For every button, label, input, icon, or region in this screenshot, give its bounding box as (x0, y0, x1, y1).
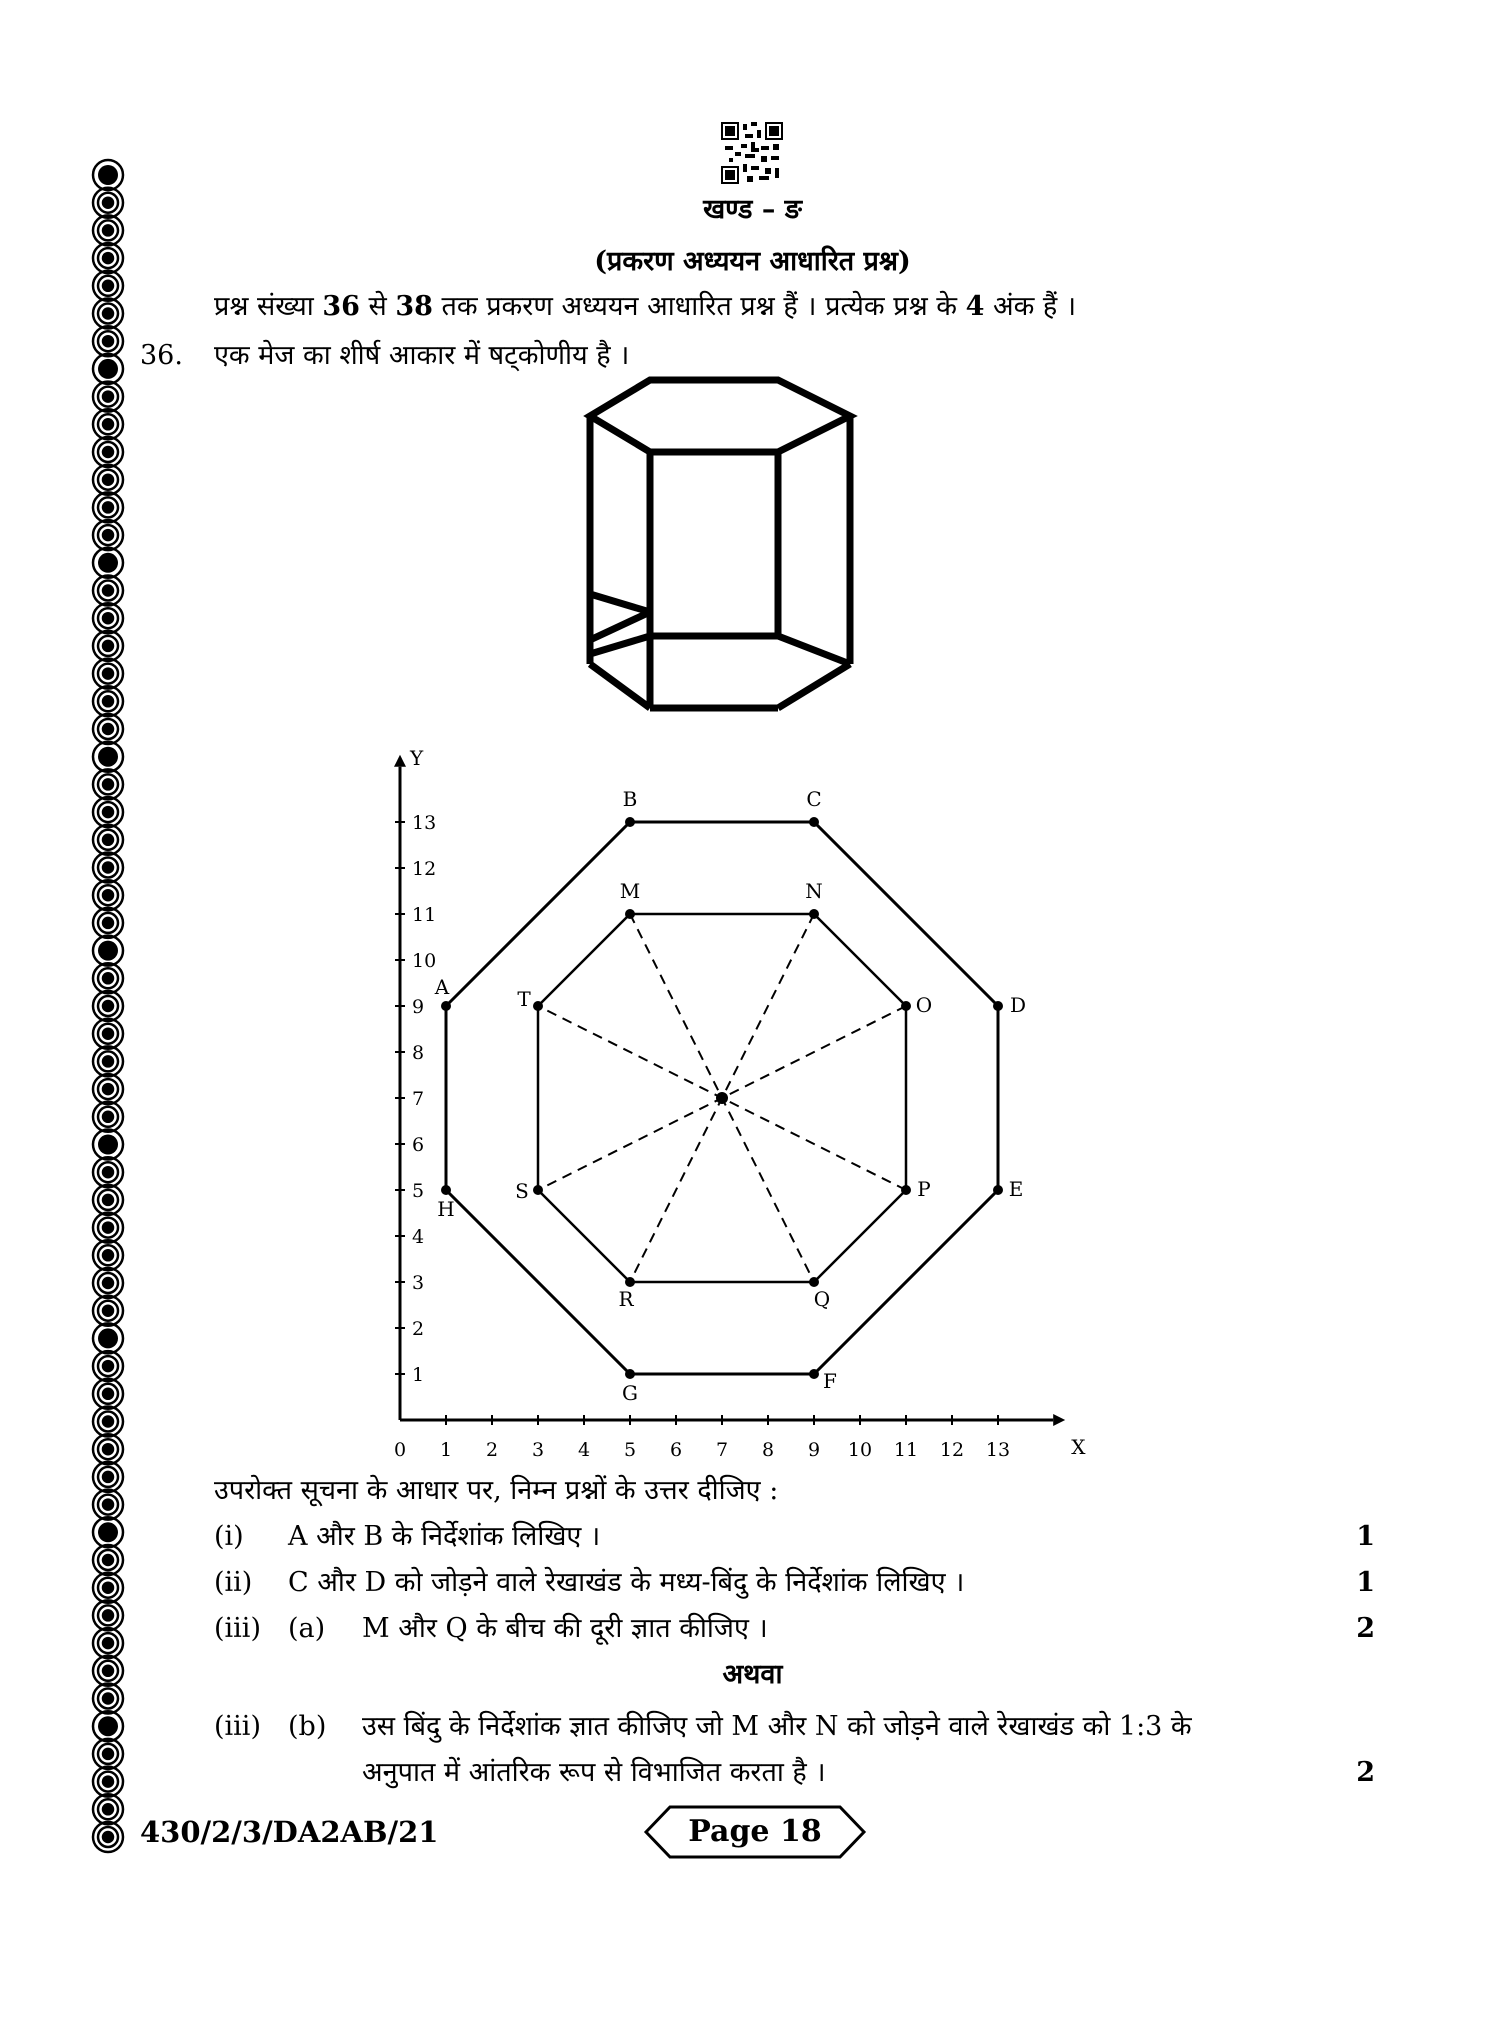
part-marks: 1 (1356, 1521, 1375, 1552)
outer-point-label: C (806, 787, 822, 811)
section-subtitle: (प्रकरण अध्ययन आधारित प्रश्न) (594, 246, 911, 277)
margin-circle (93, 991, 123, 1021)
x-tick-label: 6 (669, 1439, 683, 1461)
inner-point-label: M (619, 879, 641, 903)
margin-circle (93, 160, 123, 190)
margin-circle (93, 1767, 123, 1797)
margin-circle (93, 936, 123, 966)
y-tick-label: 13 (412, 812, 437, 834)
x-tick-label: 13 (985, 1439, 1011, 1461)
part-text: उस बिंदु के निर्देशांक ज्ञात कीजिए जो M और N को जोड़ने वाले रेखाखंड को 1:3 के (362, 1711, 1192, 1742)
y-axis-arrow (394, 755, 406, 767)
x-tick-label: 8 (761, 1439, 775, 1461)
part-label: (ii) (214, 1567, 253, 1598)
margin-circle (93, 492, 123, 522)
qr-code (721, 122, 783, 184)
part-label: (i) (214, 1521, 244, 1552)
margin-circle (93, 465, 123, 495)
question-statement: एक मेज का शीर्ष आकार में षट्कोणीय है । (214, 340, 630, 371)
margin-circle (93, 686, 123, 716)
part-sublabel: (a) (288, 1613, 326, 1644)
inner-point (625, 1277, 635, 1287)
outer-point (441, 1185, 451, 1195)
margin-circle (93, 1407, 123, 1437)
margin-circle (93, 1046, 123, 1076)
y-tick-label: 11 (412, 904, 437, 926)
x-tick-label: 0 (393, 1439, 407, 1461)
margin-circle (93, 1628, 123, 1658)
margin-circle (93, 1600, 123, 1630)
margin-circle (93, 576, 123, 606)
margin-circle (93, 1490, 123, 1520)
x-axis-arrow (1053, 1414, 1065, 1426)
margin-circle (93, 1185, 123, 1215)
margin-circle (93, 299, 123, 329)
inner-point (533, 1185, 543, 1195)
part-text: M और Q के बीच की दूरी ज्ञात कीजिए । (362, 1613, 768, 1644)
y-tick-label: 8 (412, 1042, 425, 1064)
margin-circle (93, 354, 123, 384)
margin-circle (93, 437, 123, 467)
y-tick-label: 3 (412, 1272, 425, 1294)
margin-circle (93, 1019, 123, 1049)
y-tick-label: 5 (412, 1180, 425, 1202)
outer-point-label: H (437, 1197, 455, 1221)
y-tick-label: 10 (412, 950, 437, 972)
margin-circle (93, 1351, 123, 1381)
outer-point-label: B (622, 787, 638, 811)
inner-point (809, 1277, 819, 1287)
y-tick-label: 7 (412, 1088, 425, 1110)
margin-circle (93, 603, 123, 633)
part-label: (iii) (214, 1613, 261, 1644)
outer-point-label: A (434, 975, 450, 999)
margin-circle (93, 825, 123, 855)
y-tick-label: 4 (412, 1226, 425, 1248)
inner-point-label: N (805, 879, 823, 903)
margin-circle (93, 409, 123, 439)
part-text: C और D को जोड़ने वाले रेखाखंड के मध्य-बिंदु के निर्देशांक लिखिए । (288, 1567, 965, 1598)
outer-point-label: E (1008, 1177, 1024, 1201)
margin-circle (93, 1296, 123, 1326)
x-tick-label: 10 (847, 1439, 873, 1461)
part-label: (iii) (214, 1711, 261, 1742)
outer-point-label: F (823, 1369, 837, 1393)
margin-circle (93, 1130, 123, 1160)
part-marks: 2 (1356, 1613, 1375, 1644)
margin-circle (93, 1794, 123, 1824)
instruction-line: प्रश्न संख्या 36 से 38 तक प्रकरण अध्ययन आधारित प्रश्न हैं । प्रत्येक प्रश्न के 4 अंक हैं । (214, 291, 1077, 322)
hexagonal-table-figure (580, 372, 860, 717)
margin-circle (93, 742, 123, 772)
question-intro: उपरोक्त सूचना के आधार पर, निम्न प्रश्नों के उत्तर दीजिए : (214, 1475, 779, 1506)
margin-circle (93, 908, 123, 938)
margin-circle (93, 631, 123, 661)
outer-point-label: D (1009, 993, 1027, 1017)
x-tick-label: 4 (577, 1439, 591, 1461)
margin-circle (93, 1213, 123, 1243)
inner-point-label: T (517, 987, 531, 1011)
margin-circle (93, 1268, 123, 1298)
outer-point (625, 1369, 635, 1379)
margin-circle (93, 880, 123, 910)
center-point (716, 1092, 728, 1104)
y-tick-label: 2 (412, 1318, 425, 1340)
question-number: 36. (140, 340, 183, 371)
margin-circle (93, 1323, 123, 1353)
margin-circle (93, 548, 123, 578)
margin-circle (93, 1240, 123, 1270)
margin-circle (93, 963, 123, 993)
y-tick-label: 6 (412, 1134, 425, 1156)
page-number: Page 18 (688, 1814, 822, 1849)
margin-circle (93, 797, 123, 827)
inner-point-label: S (515, 1179, 529, 1203)
margin-circle (93, 1462, 123, 1492)
part-text: A और B के निर्देशांक लिखिए । (288, 1521, 601, 1552)
inner-point (533, 1001, 543, 1011)
x-axis-label: X (1071, 1435, 1086, 1459)
margin-circle (93, 659, 123, 689)
margin-circle (93, 1739, 123, 1769)
or-separator: अथवा (722, 1659, 783, 1690)
table-top (590, 380, 850, 452)
inner-point (901, 1001, 911, 1011)
paper-code: 430/2/3/DA2AB/21 (140, 1815, 439, 1849)
margin-circle (93, 326, 123, 356)
part-text-cont: अनुपात में आंतरिक रूप से विभाजित करता है । (362, 1757, 826, 1788)
outer-point (625, 817, 635, 827)
coordinate-octagon-chart (370, 745, 1086, 1475)
section-title: खण्ड – ङ (703, 194, 802, 225)
inner-point-label: R (618, 1287, 634, 1311)
inner-point-label: Q (813, 1287, 831, 1311)
page-number-box (644, 1804, 866, 1860)
margin-circle (93, 1074, 123, 1104)
margin-circle-strip (86, 155, 130, 1855)
outer-point (993, 1001, 1003, 1011)
x-tick-label: 11 (893, 1439, 919, 1461)
x-tick-label: 1 (439, 1439, 453, 1461)
margin-circle (93, 1711, 123, 1741)
inner-point-label: P (917, 1177, 931, 1201)
margin-circle (93, 1434, 123, 1464)
outer-point (809, 817, 819, 827)
y-tick-label: 9 (412, 996, 425, 1018)
part-sublabel: (b) (288, 1711, 327, 1742)
margin-circle (93, 1517, 123, 1547)
x-tick-label: 2 (485, 1439, 499, 1461)
inner-point (625, 909, 635, 919)
inner-point-label: O (915, 993, 933, 1017)
margin-circle (93, 1545, 123, 1575)
margin-circle (93, 769, 123, 799)
outer-point-label: G (622, 1381, 638, 1405)
margin-circle (93, 1379, 123, 1409)
outer-point (993, 1185, 1003, 1195)
inner-point (901, 1185, 911, 1195)
margin-circle (93, 853, 123, 883)
x-tick-label: 3 (531, 1439, 545, 1461)
outer-point (441, 1001, 451, 1011)
x-tick-label: 12 (939, 1439, 965, 1461)
x-tick-label: 7 (715, 1439, 729, 1461)
margin-circle (93, 520, 123, 550)
margin-circle (93, 1102, 123, 1132)
part-marks: 2 (1356, 1757, 1375, 1788)
y-axis-label: Y (410, 745, 424, 770)
margin-circle (93, 714, 123, 744)
margin-circle (93, 1157, 123, 1187)
margin-circle (93, 382, 123, 412)
x-tick-label: 9 (807, 1439, 821, 1461)
margin-circle (93, 1573, 123, 1603)
outer-point (809, 1369, 819, 1379)
x-tick-label: 5 (623, 1439, 637, 1461)
part-marks: 1 (1356, 1567, 1375, 1598)
y-tick-label: 1 (412, 1364, 425, 1386)
inner-point (809, 909, 819, 919)
y-tick-label: 12 (412, 858, 437, 880)
margin-circle (93, 1822, 123, 1852)
